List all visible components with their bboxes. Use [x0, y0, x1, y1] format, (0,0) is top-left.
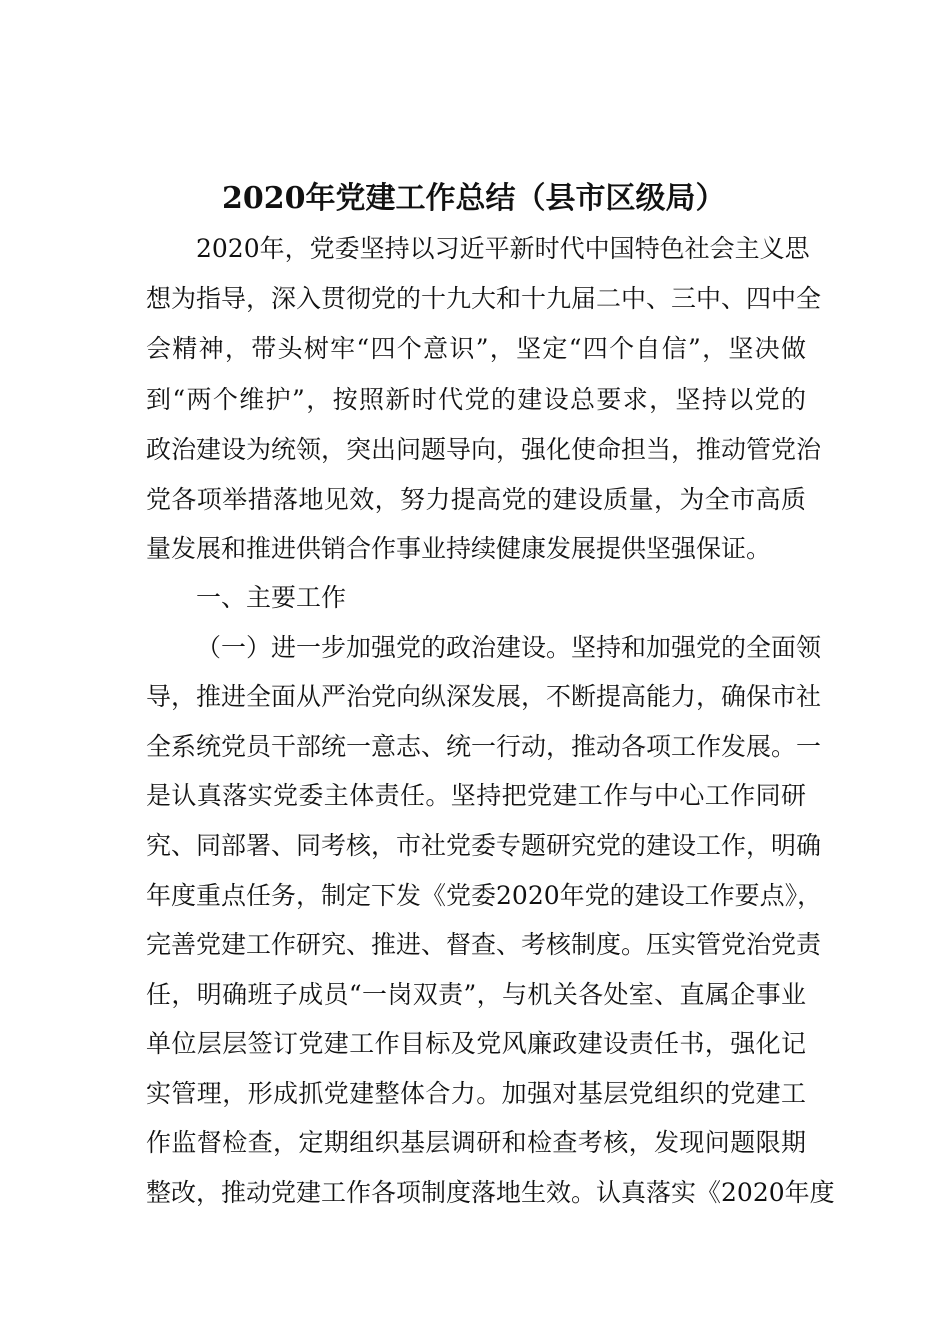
paragraph-line: 年度重点任务，制定下发《党委2020年党的建设工作要点》，: [146, 881, 823, 910]
paragraph-line: 作监督检查，定期组织基层调研和检查考核，发现问题限期: [146, 1128, 806, 1157]
paragraph-line: 整改，推动党建工作各项制度落地生效。认真落实《2020年度: [146, 1178, 835, 1207]
paragraph-line: 完善党建工作研究、推进、督查、考核制度。压实管党治党责: [146, 930, 822, 959]
paragraph-line: 量发展和推进供销合作事业持续健康发展提供坚强保证。: [146, 534, 772, 563]
paragraph-line: 到“两个维护”，按照新时代党的建设总要求，坚持以党的: [146, 385, 806, 414]
paragraph-line: 任，明确班子成员“一岗双责”，与机关各处室、直属企事业: [146, 980, 806, 1009]
section-heading: 一、主要工作: [196, 583, 347, 612]
paragraph-line: 会精神，带头树牢“四个意识”，坚定“四个自信”，坚决做: [146, 334, 806, 363]
paragraph-line: 全系统党员干部统一意志、统一行动，推动各项工作发展。一: [146, 732, 822, 761]
paragraph-line: 政治建设为统领，突出问题导向，强化使命担当，推动管党治: [146, 435, 822, 464]
paragraph-line: 是认真落实党委主体责任。坚持把党建工作与中心工作同研: [146, 781, 806, 810]
paragraph-line: 2020年，党委坚持以习近平新时代中国特色社会主义思: [196, 234, 810, 263]
paragraph-line: 单位层层签订党建工作目标及党风廉政建设责任书，强化记: [146, 1029, 806, 1058]
paragraph-line: 想为指导，深入贯彻党的十九大和十九届二中、三中、四中全: [146, 284, 822, 313]
paragraph-line: 究、同部署、同考核，市社党委专题研究党的建设工作，明确: [146, 831, 822, 860]
paragraph-line: 导，推进全面从严治党向纵深发展，不断提高能力，确保市社: [146, 682, 822, 711]
paragraph-line: 党各项举措落地见效，努力提高党的建设质量，为全市高质: [146, 485, 806, 514]
paragraph-line: （一）进一步加强党的政治建设。坚持和加强党的全面领: [196, 633, 822, 662]
document-title: 2020年党建工作总结（县市区级局）: [222, 181, 726, 216]
paragraph-line: 实管理，形成抓党建整体合力。加强对基层党组织的党建工: [146, 1079, 806, 1108]
